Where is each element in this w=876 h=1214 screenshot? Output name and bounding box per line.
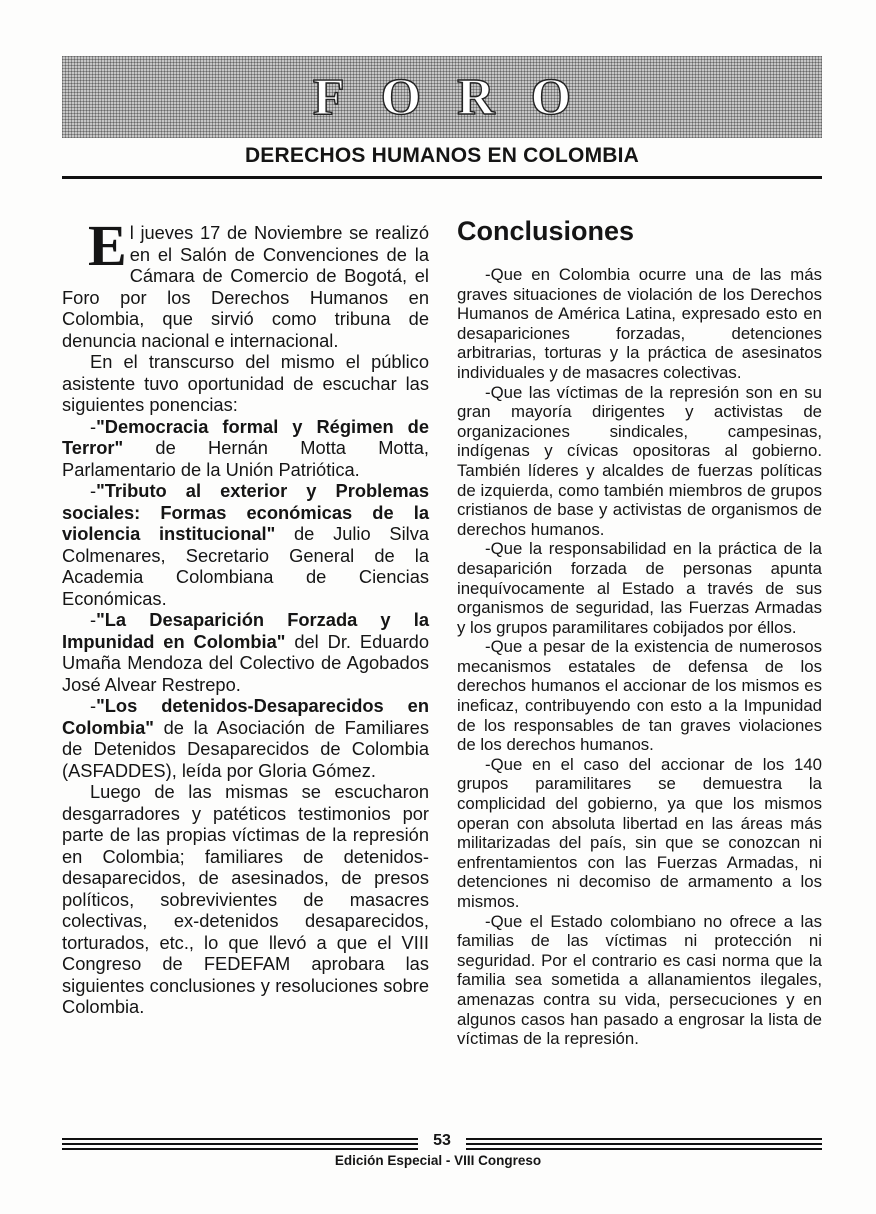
paragraph: Luego de las mismas se escucharon desgarradores y patéticos testimonios por parte de las propias víctimas de la represión en Colombia; familiares de detenidos-desaparecidos, de asesinados, de presos políticos, sobrevivientes de masacres colectivas, ex-detenidos desaparecidos, torturados, etc., lo que llevó a que el VIII Congreso de FEDEFAM aprobara las siguientes conclusiones y resoluciones sobre Colombia. xyxy=(62,781,429,1017)
section-title: FORO xyxy=(312,69,608,126)
left-column xyxy=(62,213,430,1018)
talk-item xyxy=(62,609,429,695)
talk-title: "La Desaparición Forzada y la Impunidad en Colombia" xyxy=(62,609,429,652)
conclusion-item: -Que a pesar de la existencia de numerosos mecanismos estatales de defensa de los derechos humanos el accionar de los mismos es ineficaz, contribuyendo con esto a la Impunidad de los responsables de tan graves violaciones de los derechos humanos. xyxy=(457,637,822,755)
conclusion-item: -Que la responsabilidad en la práctica de la desaparición forzada de personas apunta inequívocamente al Estado a través de sus organismos de seguridad, las Fuerzas Armadas y los grupos paramilitares cobijados por éllos. xyxy=(457,539,822,637)
intro-text: l jueves 17 de Noviembre se realizó en el Salón de Convenciones de la Cámara de Comercio de Bogotá, el Foro por los Derechos Humanos en Colombia, que sirvió como tribuna de denuncia nacional e internacional. xyxy=(62,222,429,351)
article-subtitle: DERECHOS HUMANOS EN COLOMBIA xyxy=(244,144,640,167)
talk-item xyxy=(62,480,429,609)
talk-prefix: - xyxy=(90,695,97,716)
talk-detail: de la Asociación de Familiares de Detenidos Desaparecidos de Colombia (ASFADDES), leída por Gloria Gómez. xyxy=(62,716,429,781)
talk-detail: del Dr. Eduardo Umaña Mendoza del Colectivo de Agobados José Alvear Restrepo. xyxy=(62,630,429,695)
talk-detail: de Julio Silva Colmenares, Secretario General de la Academia Colombiana de Ciencias Económicas. xyxy=(62,523,430,609)
conclusion-item: -Que en Colombia ocurre una de las más graves situaciones de violación de los Derechos Humanos de América Latina, expresado esto en desapariciones forzadas, detenciones arbitrarias, torturas y la práctica de asesinatos individuales y de masacres colectivas. xyxy=(457,265,822,382)
edition-label: Edición Especial - VIII Congreso xyxy=(334,1153,542,1168)
talk-title: "Los detenidos-Desaparecidos en Colombia" xyxy=(62,695,429,738)
talk-title: "Tributo al exterior y Problemas sociales: Formas económicas de la violencia institucional" xyxy=(62,480,429,544)
intro-paragraph xyxy=(62,213,429,351)
conclusion-item: -Que las víctimas de la represión son en su gran mayoría dirigentes y activistas de organizaciones sindicales, campesinas, indígenas y cívicas opositoras al gobierno. También líderes y alcaldes de fuerzas políticas de izquierda, como también miembros de grupos cristianos de base y activistas de organismos de derechos humanos. xyxy=(457,382,822,539)
conclusions-heading: Conclusiones xyxy=(457,216,635,246)
header-banner xyxy=(62,56,822,138)
paragraph: En el transcurso del mismo el público asistente tuvo oportunidad de escuchar las siguientes ponencias: xyxy=(62,351,429,415)
talk-prefix: - xyxy=(90,480,97,501)
talk-title: "Democracia formal y Régimen de Terror" xyxy=(62,415,429,458)
right-column xyxy=(457,214,822,1049)
conclusion-item: -Que el Estado colombiano no ofrece a las familias de las víctimas ni protección ni seguridad. Por el contrario es casi norma que la familia sea sometida a allanamientos ilegales, amenazas contra su vida, persecuciones y en algunos casos han pasado a engrosar la lista de víctimas de la represión. xyxy=(457,911,822,1049)
header-rule xyxy=(62,176,822,179)
talk-prefix: - xyxy=(90,609,97,630)
talk-prefix: - xyxy=(90,415,97,437)
conclusion-item: -Que en el caso del accionar de los 140 grupos paramilitares se demuestra la complicidad del gobierno, ya que los mismos operan con absoluta libertad en las áreas más militarizadas del país, sin que se conozcan ni enfrentamientos con las Fuerzas Armadas, ni detenciones ni decomiso de armamento a los mismos. xyxy=(457,754,822,911)
drop-cap: E xyxy=(88,213,127,278)
talk-item xyxy=(62,695,429,781)
page-number: 53 xyxy=(418,1132,466,1150)
talk-detail: de Hernán Motta Motta, Parlamentario de la Unión Patriótica. xyxy=(62,437,429,480)
talk-item xyxy=(62,416,429,481)
